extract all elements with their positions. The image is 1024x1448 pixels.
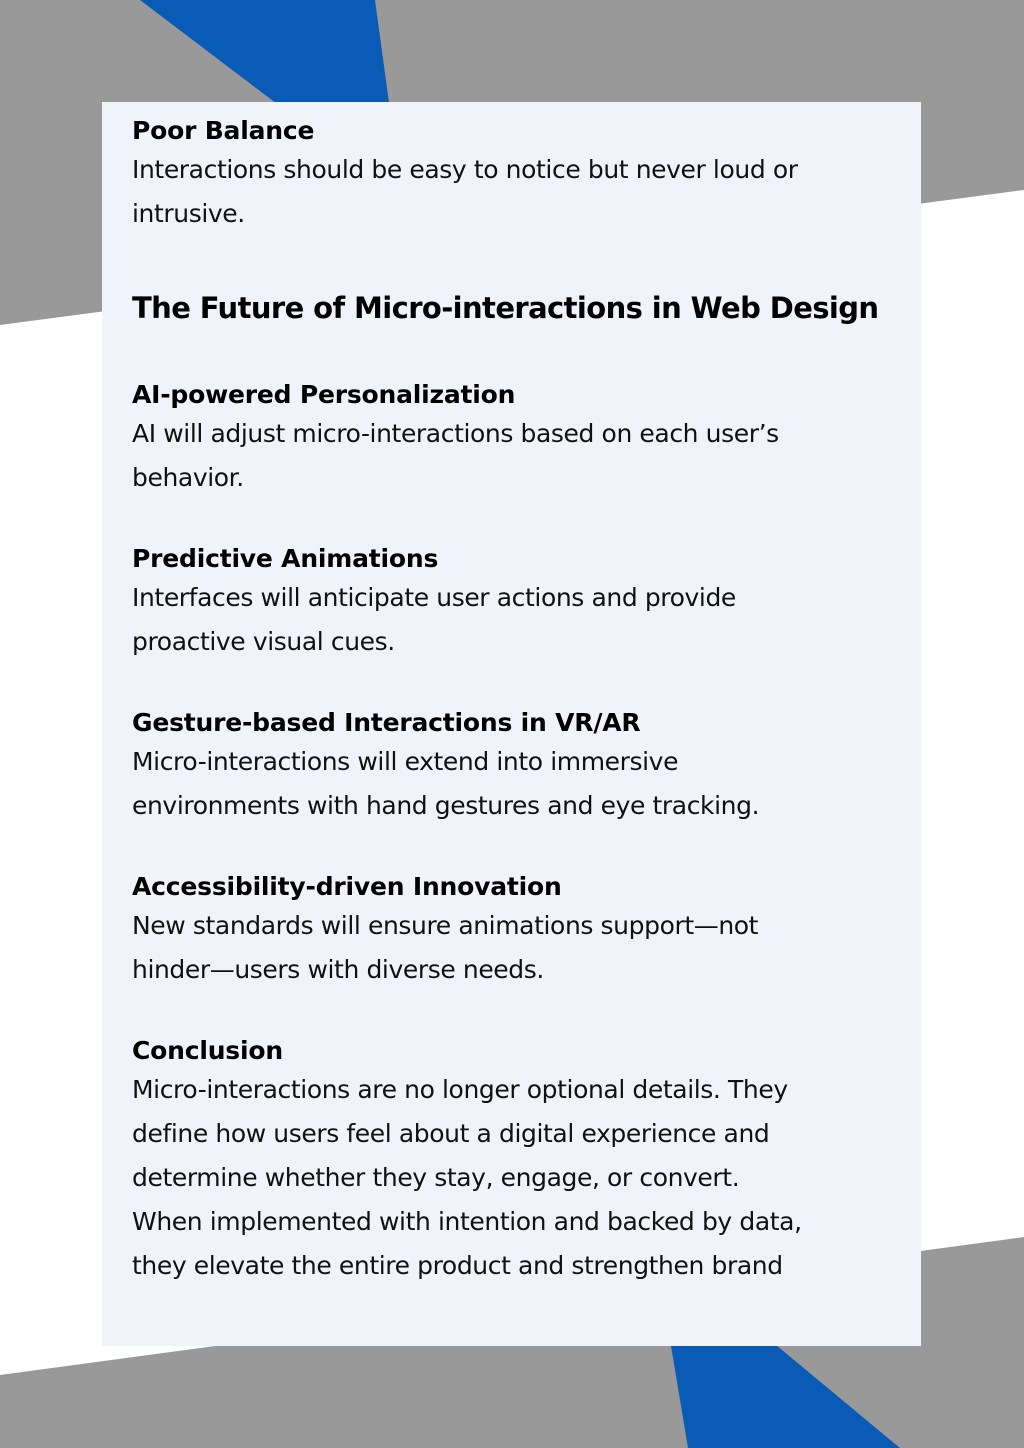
section-text-line: define how users feel about a digital experience and [132, 1119, 770, 1148]
section-text-line: behavior. [132, 463, 244, 492]
section-heading: Accessibility-driven Innovation [132, 872, 562, 901]
section-text-line: Interfaces will anticipate user actions and provide [132, 583, 736, 612]
section-heading: Gesture-based Interactions in VR/AR [132, 708, 641, 737]
section-predictive-animations [132, 542, 891, 664]
section-text-line: they elevate the entire product and strengthen brand [132, 1251, 783, 1280]
section-text-line: When implemented with intention and backed by data, [132, 1207, 802, 1236]
section-text-line: Micro-interactions are no longer optional details. They [132, 1075, 788, 1104]
section-conclusion [132, 1034, 891, 1288]
section-heading: AI-powered Personalization [132, 380, 516, 409]
section-heading: Conclusion [132, 1036, 283, 1065]
main-title: The Future of Micro-interactions in Web Design [132, 291, 879, 325]
section-text-line: environments with hand gestures and eye tracking. [132, 791, 760, 820]
section-text-line: Micro-interactions will extend into immersive [132, 747, 679, 776]
section-gesture-interactions [132, 706, 891, 828]
section-ai-personalization [132, 378, 891, 500]
section-text-line: Interactions should be easy to notice but never loud or [132, 155, 798, 184]
section-text-line: intrusive. [132, 199, 245, 228]
section-text-line: determine whether they stay, engage, or convert. [132, 1163, 740, 1192]
section-heading: Poor Balance [132, 116, 315, 145]
section-poor-balance [132, 114, 891, 236]
section-text-line: hinder—users with diverse needs. [132, 955, 544, 984]
content-card [102, 102, 921, 1346]
section-text-line: New standards will ensure animations support—not [132, 911, 759, 940]
section-heading: Predictive Animations [132, 544, 439, 573]
section-text-line: proactive visual cues. [132, 627, 395, 656]
section-accessibility-innovation [132, 870, 891, 992]
section-text-line: AI will adjust micro-interactions based on each user’s [132, 419, 779, 448]
